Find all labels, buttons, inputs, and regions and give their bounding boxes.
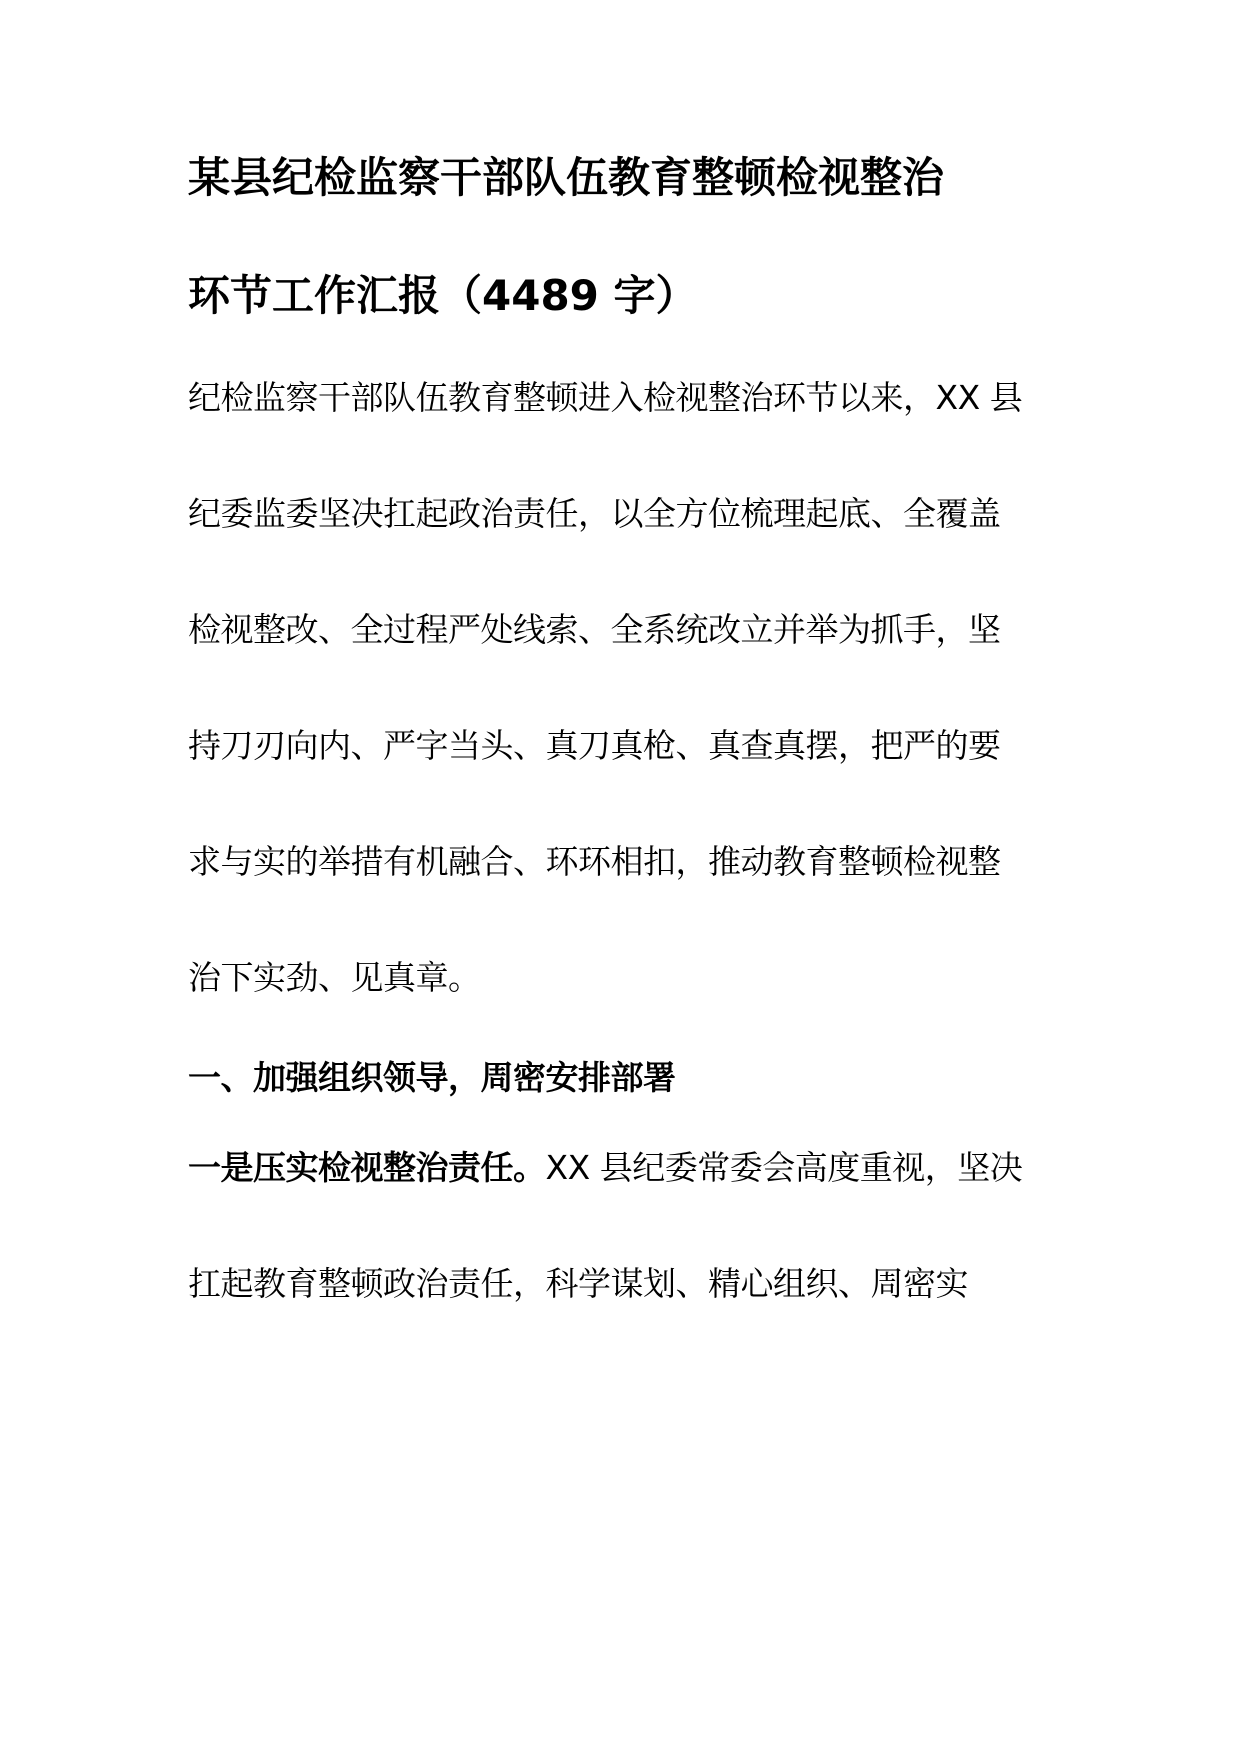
section-1-para-line-1 <box>188 1148 1022 1188</box>
intro-line-5: 求与实的举措有机融合、环环相扣，推动教育整顿检视整 <box>188 842 1001 881</box>
document-title-line-1: 某县纪检监察干部队伍教育整顿检视整治 <box>188 153 945 202</box>
section-1-para-line-2: 扛起教育整顿政治责任，科学谋划、精心组织、周密实 <box>188 1264 968 1303</box>
para-lead-phrase: 一是压实检视整治责任。 <box>188 1148 546 1187</box>
intro-line-2: 纪委监委坚决扛起政治责任，以全方位梳理起底、全覆盖 <box>188 494 1001 533</box>
intro-line-1: 纪检监察干部队伍教育整顿进入检视整治环节以来，XX 县 <box>188 378 1023 417</box>
intro-line-4: 持刀刃向内、严字当头、真刀真枪、真查真摆，把严的要 <box>188 726 1001 765</box>
section-1-heading: 一、加强组织领导，周密安排部署 <box>188 1058 676 1097</box>
document-title-line-2: 环节工作汇报（4489 字） <box>188 271 698 320</box>
intro-line-3: 检视整改、全过程严处线索、全系统改立并举为抓手，坚 <box>188 610 1001 649</box>
para-line-1-text: XX 县纪委常委会高度重视，坚决 <box>545 1148 1023 1187</box>
intro-line-6: 治下实劲、见真章。 <box>188 958 481 997</box>
